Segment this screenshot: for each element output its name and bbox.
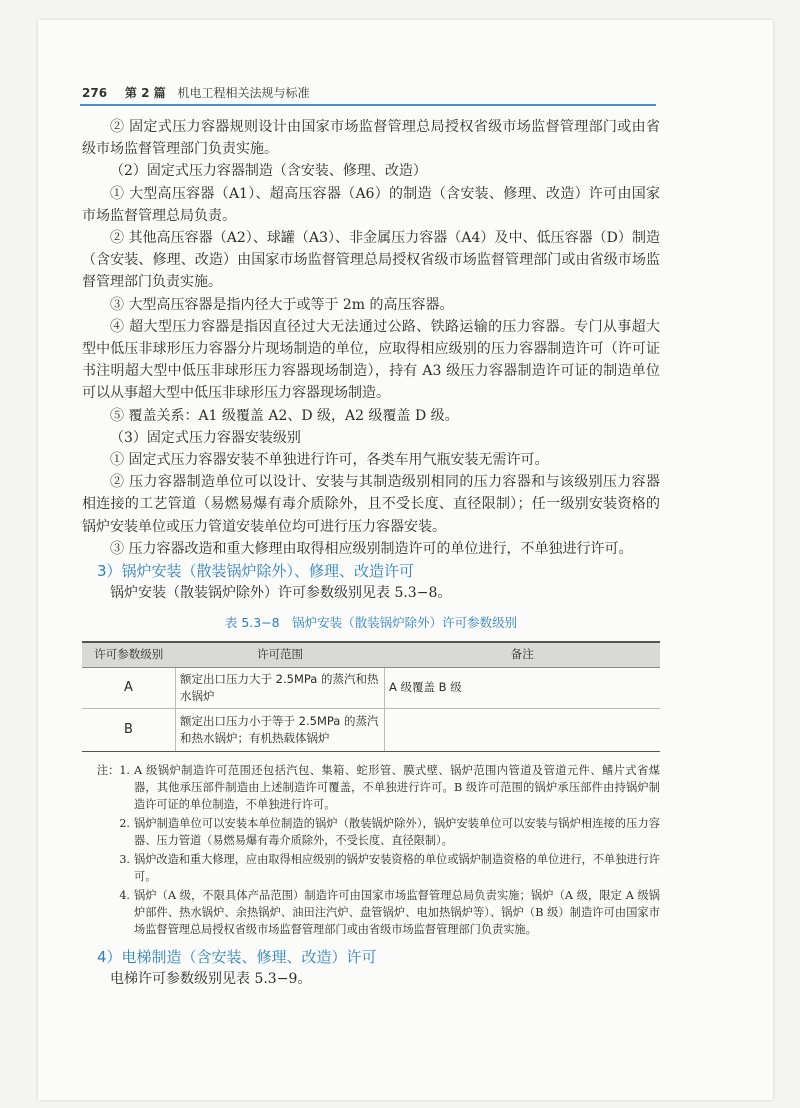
section-heading-boiler: 3）锅炉安装（散装锅炉除外）、修理、改造许可	[97, 562, 415, 581]
paragraph: ② 压力容器制造单位可以设计、安装与其制造级别相同的压力容器和与该级别压力容器相连接的工艺管道（易燃易爆有毒介质除外，且不受长度、直径限制）；任一级别安装资格的锅炉安装单位或压力管道安装单位均可进行压力容器安装。	[82, 474, 660, 535]
remark-cell: A 级覆盖 B 级	[385, 667, 661, 708]
column-header: 许可参数级别	[82, 642, 176, 668]
page-number: 276	[82, 86, 108, 100]
note-item	[82, 762, 660, 813]
header-rule	[80, 104, 656, 106]
note-text: A 级锅炉制造许可范围还包括汽包、集箱、蛇形管、膜式壁、锅炉范围内管道及管道元件、鳍片式省煤器，其他承压部件制造由上述制造许可覆盖，不单独进行许可。B 级许可范围的锅炉承压部件由持锅炉制造许可证的单位制造，不单独进行许可。	[134, 763, 660, 811]
paragraph: ① 大型高压容器（A1）、超高压容器（A6）的制造（含安装、修理、改造）许可由国家市场监督管理总局负责。	[82, 185, 660, 224]
note-number: 1.	[119, 763, 130, 777]
running-header	[82, 84, 682, 101]
permit-level-table	[82, 641, 660, 752]
paragraph: ⑤ 覆盖关系：A1 级覆盖 A2、D 级，A2 级覆盖 D 级。	[110, 407, 459, 424]
table-row	[82, 667, 660, 708]
note-text: 锅炉改造和重大修理，应由取得相应级别的锅炉安装资格的单位或锅炉制造资格的单位进行，不单独进行许可。	[134, 852, 660, 883]
note-label	[82, 762, 134, 813]
page-body	[82, 116, 660, 990]
table-caption: 表 5.3−8 锅炉安装（散装锅炉除外）许可参数级别	[224, 615, 518, 631]
paragraph: （3）固定式压力容器安装级别	[110, 429, 301, 446]
column-header: 备注	[385, 642, 661, 668]
note-text: 锅炉（A 级，不限具体产品范围）制造许可由国家市场监督管理总局负责实施；锅炉（A 级，限定 A 级锅炉部件、热水锅炉、余热锅炉、油田注汽炉、盘管锅炉、电加热锅炉等）、锅炉（B 级）制造许可由国家市场监督管理总局授权省级市场监督管理部门或由省级市场监督管理部门负责实施。	[134, 888, 660, 936]
part-title: 机电工程相关法规与标准	[177, 86, 310, 100]
paragraph: 锅炉安装（散装锅炉除外）许可参数级别见表 5.3−8。	[110, 585, 452, 602]
level-cell: B	[82, 708, 176, 751]
note-prefix: 注：	[96, 763, 120, 777]
paragraph: ② 固定式压力容器规则设计由国家市场监督管理总局授权省级市场监督管理部门或由省级市场监督管理部门负责实施。	[82, 119, 660, 158]
note-text: 锅炉制造单位可以安装本单位制造的锅炉（散装锅炉除外），锅炉安装单位可以安装与锅炉相连接的压力容器、压力管道（易燃易爆有毒介质除外，不受长度、直径限制）。	[134, 816, 660, 847]
part-label: 第 2 篇	[124, 86, 166, 100]
level-cell: A	[82, 667, 176, 708]
note-item	[82, 851, 660, 885]
table-row	[82, 708, 660, 751]
paragraph: ④ 超大型压力容器是指因直径过大无法通过公路、铁路运输的压力容器。专门从事超大型中低压非球形压力容器分片现场制造的单位，应取得相应级别的压力容器制造许可（许可证书注明超大型中低压非球形压力容器现场制造），持有 A3 级压力容器制造许可证的制造单位可以从事超大型中低压非球形压力容器现场制造。	[82, 318, 660, 402]
note-item	[82, 887, 660, 938]
note-number: 2.	[119, 816, 130, 830]
scope-cell: 额定出口压力小于等于 2.5MPa 的蒸汽和热水锅炉；有机热载体锅炉	[176, 708, 385, 751]
paragraph: ① 固定式压力容器安装不单独进行许可，各类车用气瓶安装无需许可。	[110, 452, 549, 469]
remark-cell	[385, 708, 661, 751]
paragraph: ② 其他高压容器（A2）、球罐（A3）、非金属压力容器（A4）及中、低压容器（D）制造（含安装、修理、改造）由国家市场监督管理总局授权省级市场监督管理部门或由省级市场监督管理部门负责实施。	[82, 230, 660, 291]
paragraph: ③ 压力容器改造和重大修理由取得相应级别制造许可的单位进行，不单独进行许可。	[110, 540, 633, 557]
table-header-row	[82, 642, 660, 668]
paragraph: （2）固定式压力容器制造（含安装、修理、改造）	[110, 163, 427, 180]
note-number: 3.	[119, 852, 130, 866]
note-item	[82, 815, 660, 849]
paragraph: ③ 大型高压容器是指内径大于或等于 2m 的高压容器。	[110, 296, 454, 313]
note-number: 4.	[119, 888, 130, 902]
table-notes	[82, 762, 660, 938]
scope-cell: 额定出口压力大于 2.5MPa 的蒸汽和热水锅炉	[176, 667, 385, 708]
paragraph: 电梯许可参数级别见表 5.3−9。	[110, 970, 312, 987]
section-heading-elevator: 4）电梯制造（含安装、修理、改造）许可	[97, 947, 377, 966]
column-header: 许可范围	[176, 642, 385, 668]
